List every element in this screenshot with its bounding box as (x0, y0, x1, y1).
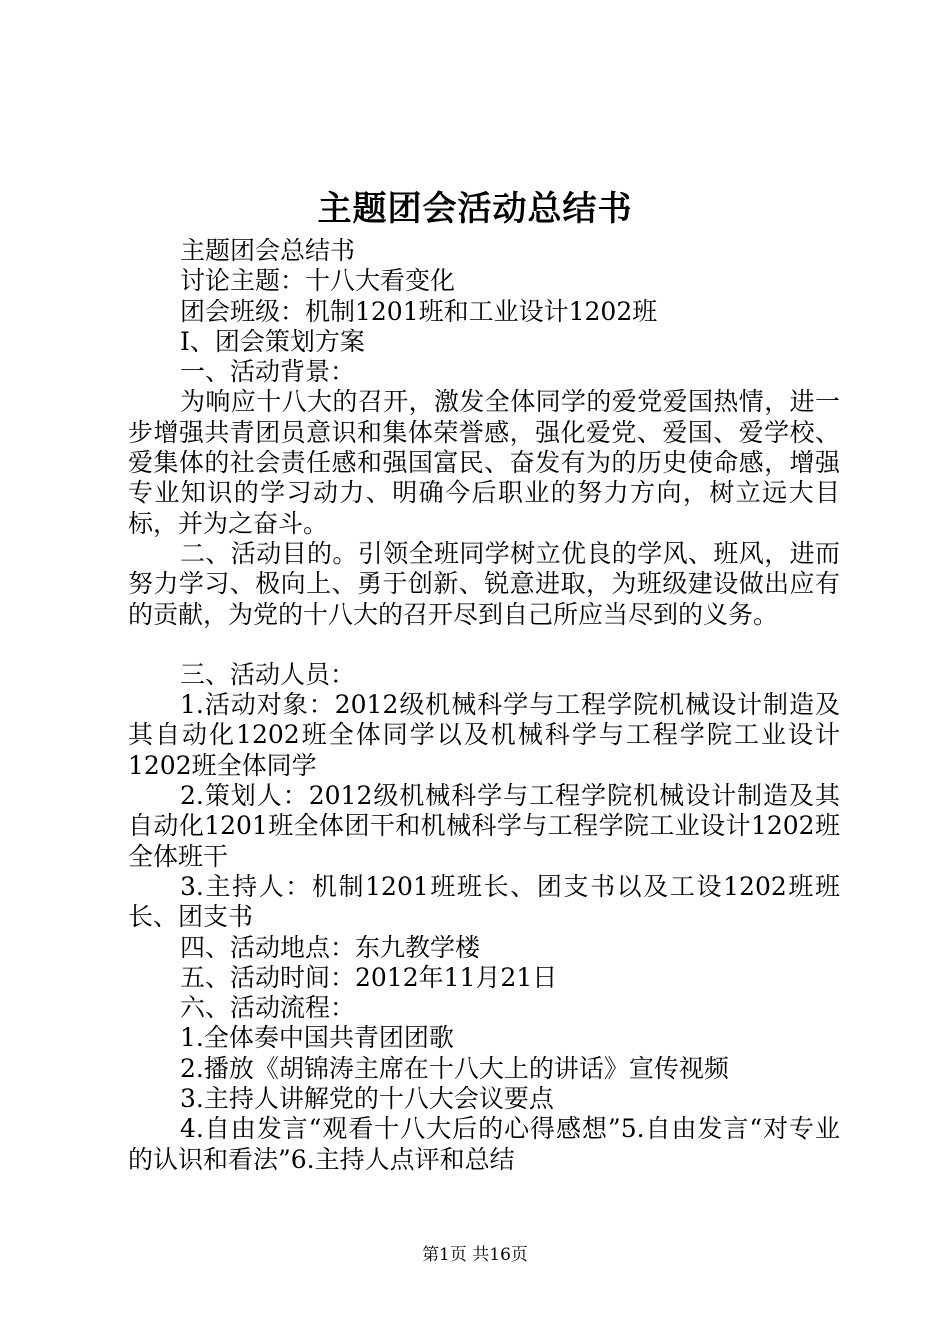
paragraph-planners: 2.策划人：2012级机械科学与工程学院机械设计制造及其自动化1201班全体团干和机械科学与工程学院工业设计1202班全体班干 (128, 781, 840, 871)
paragraph-spacer (128, 630, 840, 660)
paragraph-plan-heading: Ⅰ、团会策划方案 (180, 326, 365, 356)
paragraph-background: 为响应十八大的召开，激发全体同学的爱党爱国热情，进一步增强共青团员意识和集体荣誉感，强化爱党、爱国、爱学校、爱集体的社会责任感和强国富民、奋发有为的历史使命感，增强专业知识的学习动力、明确今后职业的努力方向，树立远大目标，并为之奋斗。 (128, 387, 840, 538)
paragraph-hosts: 3.主持人：机制1201班班长、团支书以及工设1202班班长、团支书 (128, 871, 840, 932)
paragraph-location: 四、活动地点：东九教学楼 (180, 932, 481, 962)
document-body (128, 236, 840, 1175)
page-number-footer: 第1页 共16页 (422, 1245, 528, 1265)
paragraph-step-1: 1.全体奏中国共青团团歌 (180, 1023, 454, 1053)
paragraph-participants: 1.活动对象：2012级机械科学与工程学院机械设计制造及其自动化1202班全体同学以及机械科学与工程学院工业设计1202班全体同学 (128, 690, 840, 780)
paragraph-topic: 讨论主题：十八大看变化 (180, 266, 456, 296)
paragraph-purpose: 二、活动目的。引领全班同学树立优良的学风、班风，进而努力学习、极向上、勇于创新、锐意进取，为班级建设做出应有的贡献，为党的十八大的召开尽到自己所应当尽到的义务。 (128, 538, 840, 629)
paragraph-process-heading: 六、活动流程： (180, 993, 356, 1023)
paragraph-personnel-heading: 三、活动人员： (180, 659, 356, 689)
paragraph-classes: 团会班级：机制1201班和工业设计1202班 (180, 296, 658, 326)
document-title: 主题团会活动总结书 (317, 189, 633, 229)
paragraph-step-3: 3.主持人讲解党的十八大会议要点 (180, 1084, 554, 1114)
paragraph-summary-heading: 主题团会总结书 (180, 236, 356, 265)
paragraph-time: 五、活动时间：2012年11月21日 (180, 962, 558, 992)
paragraph-step-2: 2.播放《胡锦涛主席在十八大上的讲话》宣传视频 (180, 1053, 729, 1083)
paragraph-step-4-6: 4.自由发言“观看十八大后的心得感想”5.自由发言“对专业的认识和看法”6.主持人点评和总结 (128, 1114, 840, 1174)
paragraph-background-heading: 一、活动背景： (180, 357, 356, 387)
